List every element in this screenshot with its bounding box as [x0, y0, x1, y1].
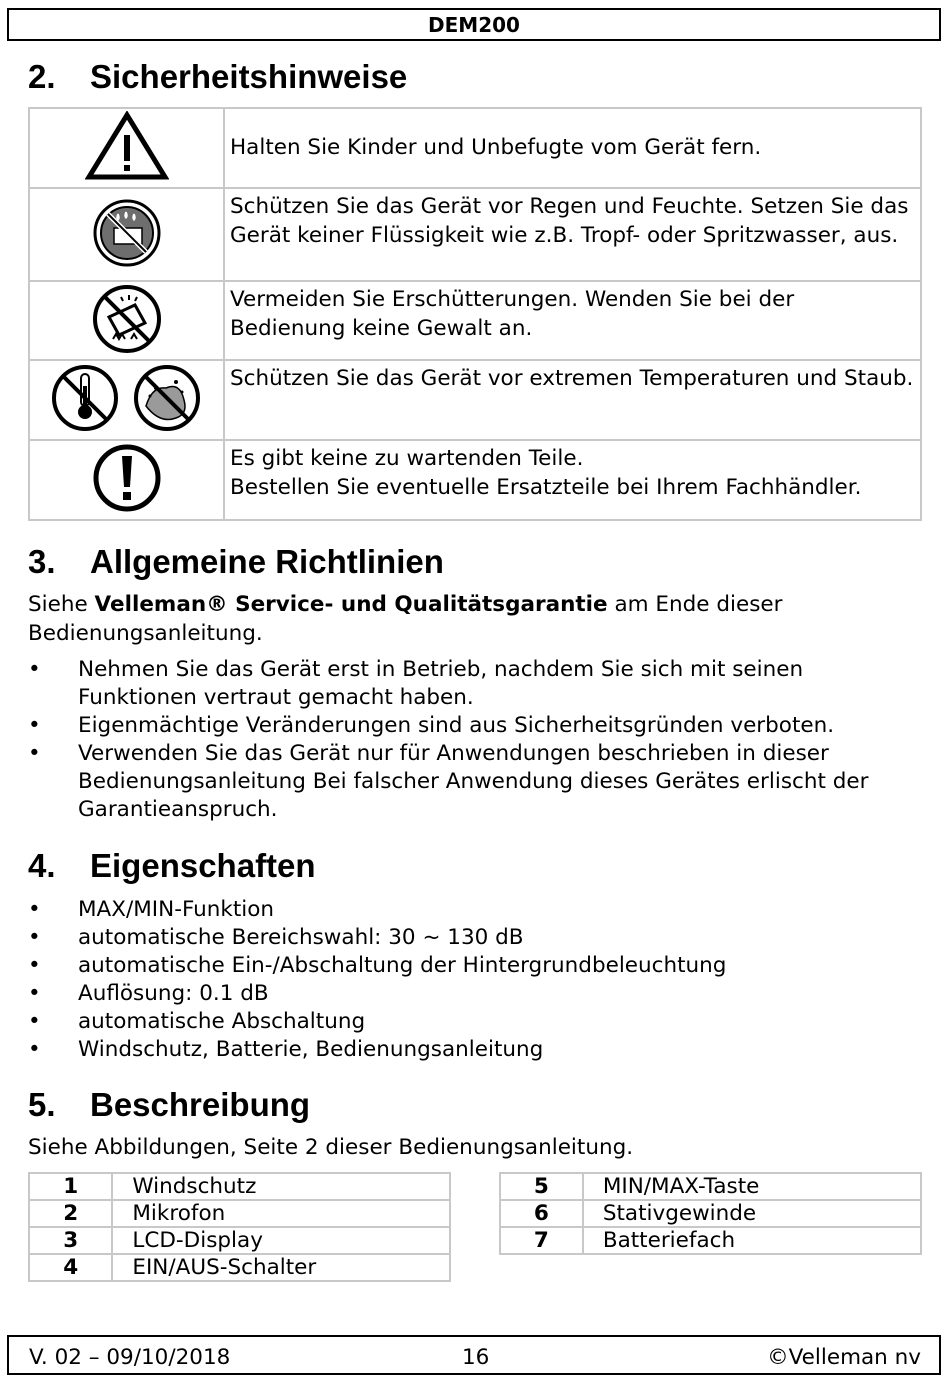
- safety-icon-cell: [29, 188, 224, 281]
- safety-text: Schützen Sie das Gerät vor Regen und Feuchte. Setzen Sie das Gerät keiner Flüssigkeit wie z.B. Tropf- oder Spritzwasser, aus.: [224, 188, 921, 281]
- section-title: Beschreibung: [90, 1086, 311, 1123]
- table-row: [500, 1200, 921, 1227]
- safety-icon-cell: [29, 360, 224, 440]
- part-label: Mikrofon: [112, 1200, 450, 1227]
- section-number: 2.: [28, 58, 56, 95]
- safety-icon-cell: [29, 440, 224, 520]
- parts-table-left: [28, 1172, 451, 1282]
- description-intro: Siehe Abbildungen, Seite 2 dieser Bedienungsanleitung.: [28, 1135, 634, 1160]
- page-footer: [7, 1335, 941, 1375]
- safety-row: [29, 108, 921, 188]
- safety-icon-cell: [29, 108, 224, 188]
- part-label: LCD-Display: [112, 1227, 450, 1254]
- safety-text: [224, 440, 921, 520]
- page-header: [7, 8, 941, 41]
- safety-text: Vermeiden Sie Erschütterungen. Wenden Sie bei der Bedienung keine Gewalt an.: [224, 281, 921, 360]
- part-number: 2: [29, 1200, 112, 1227]
- list-item: • automatische Bereichswahl: 30 ~ 130 dB: [28, 924, 928, 952]
- safety-row: [29, 360, 921, 440]
- part-number: 6: [500, 1200, 583, 1227]
- safety-text: Schützen Sie das Gerät vor extremen Temperaturen und Staub.: [224, 360, 921, 440]
- safety-text-line: Bestellen Sie eventuelle Ersatzteile bei Ihrem Fachhändler.: [230, 474, 862, 500]
- part-number: 1: [29, 1173, 112, 1200]
- safety-icon-cell: [29, 281, 224, 360]
- list-item: • Verwenden Sie das Gerät nur für Anwendungen beschrieben in dieser Bedienungsanleitung Bei falscher Anwendung dieses Gerätes erlischt der Garantieanspruch.: [28, 740, 928, 824]
- safety-table: [28, 107, 922, 521]
- guidelines-intro: [28, 591, 928, 648]
- warranty-reference: Velleman® Service- und Qualitätsgarantie: [94, 592, 608, 617]
- list-item: • MAX/MIN-Funktion: [28, 896, 928, 924]
- no-shock-icon: [91, 283, 163, 355]
- part-number: 5: [500, 1173, 583, 1200]
- intro-prefix: Siehe: [28, 592, 95, 617]
- safety-row: [29, 440, 921, 520]
- section-heading-description: [28, 1086, 310, 1124]
- footer-version: V. 02 – 09/10/2018: [29, 1345, 231, 1370]
- section-title: Eigenschaften: [90, 847, 316, 884]
- no-water-icon: [92, 198, 162, 268]
- list-item: • automatische Abschaltung: [28, 1008, 928, 1036]
- list-item: • Eigenmächtige Veränderungen sind aus Sicherheitsgründen verboten.: [28, 712, 928, 740]
- intro-suffix: am Ende dieser Bedienungsanleitung.: [28, 592, 783, 646]
- guidelines-list: [28, 656, 928, 824]
- part-label: EIN/AUS-Schalter: [112, 1254, 450, 1281]
- table-row: [500, 1227, 921, 1254]
- warning-triangle-icon: [85, 111, 169, 181]
- list-item: • Windschutz, Batterie, Bedienungsanleitung: [28, 1036, 928, 1064]
- section-title: Sicherheitshinweise: [90, 58, 408, 95]
- list-item: • Nehmen Sie das Gerät erst in Betrieb, nachdem Sie sich mit seinen Funktionen vertraut gemacht haben.: [28, 656, 928, 712]
- part-number: 3: [29, 1227, 112, 1254]
- table-row: [29, 1227, 450, 1254]
- table-row: [29, 1173, 450, 1200]
- list-item: • automatische Ein-/Abschaltung der Hintergrundbeleuchtung: [28, 952, 928, 980]
- table-row: [29, 1200, 450, 1227]
- section-heading-guidelines: [28, 543, 444, 581]
- part-label: Batteriefach: [583, 1227, 921, 1254]
- section-number: 5.: [28, 1086, 56, 1123]
- safety-text-line: Es gibt keine zu wartenden Teile.: [230, 446, 584, 471]
- section-heading-safety: [28, 58, 407, 96]
- section-heading-features: [28, 847, 316, 885]
- part-label: Windschutz: [112, 1173, 450, 1200]
- part-number: 4: [29, 1254, 112, 1281]
- header-title: DEM200: [428, 13, 520, 37]
- part-label: MIN/MAX-Taste: [583, 1173, 921, 1200]
- section-number: 4.: [28, 847, 56, 884]
- part-number: 7: [500, 1227, 583, 1254]
- list-item: • Auflösung: 0.1 dB: [28, 980, 928, 1008]
- section-number: 3.: [28, 543, 56, 580]
- table-row: [500, 1173, 921, 1200]
- features-list: [28, 896, 928, 1064]
- footer-copyright: ©Velleman nv: [767, 1345, 921, 1370]
- safety-text: Halten Sie Kinder und Unbefugte vom Gerät fern.: [224, 108, 921, 188]
- part-label: Stativgewinde: [583, 1200, 921, 1227]
- safety-row: [29, 281, 921, 360]
- section-title: Allgemeine Richtlinien: [90, 543, 444, 580]
- no-temperature-icon: [52, 362, 202, 434]
- table-row: [29, 1254, 450, 1281]
- exclamation-circle-icon: [92, 443, 162, 513]
- parts-table-right: [499, 1172, 922, 1255]
- footer-page-number: 16: [462, 1345, 490, 1370]
- safety-row: [29, 188, 921, 281]
